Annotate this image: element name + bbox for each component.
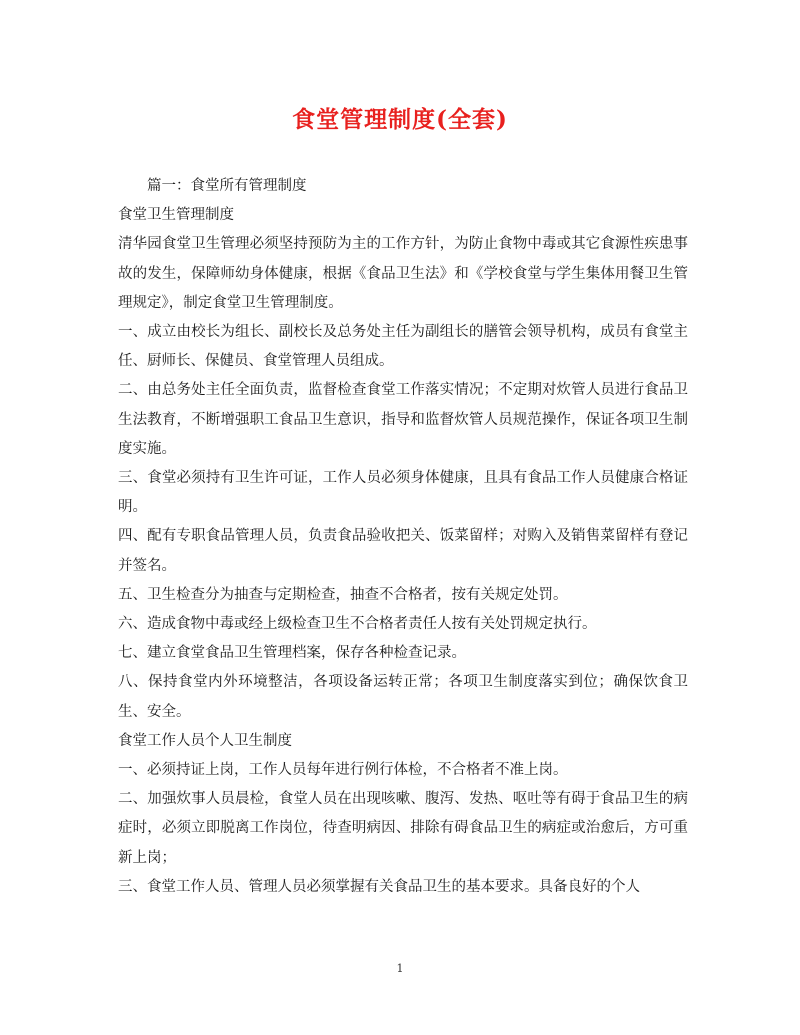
paragraph: 清华园食堂卫生管理必须坚持预防为主的工作方针，为防止食物中毒或其它食源性疾患事故的发生，保障师幼身体健康，根据《食品卫生法》和《学校食堂与学生集体用餐卫生管理规定》，制定食堂卫生管理制度。 [118, 236, 688, 311]
paragraph: 三、食堂必须持有卫生许可证，工作人员必须身体健康，且具有食品工作人员健康合格证明。 [118, 470, 688, 516]
paragraph: 五、卫生检查分为抽查与定期检查，抽查不合格者，按有关规定处罚。 [118, 586, 568, 603]
page-number: 1 [396, 962, 404, 975]
paragraph: 七、建立食堂食品卫生管理档案，保存各种检查记录。 [118, 645, 466, 662]
section-heading: 篇一：食堂所有管理制度 [147, 178, 307, 194]
paragraph: 一、成立由校长为组长、副校长及总务处主任为副组长的膳管会领导机构，成员有食堂主任、厨师长、保健员、食堂管理人员组成。 [118, 324, 688, 370]
paragraph: 二、由总务处主任全面负责，监督检查食堂工作落实情况；不定期对炊管人员进行食品卫生法教育，不断增强职工食品卫生意识，指导和监督炊管人员规范操作，保证各项卫生制度实施。 [118, 382, 688, 457]
paragraph: 三、食堂工作人员、管理人员必须掌握有关食品卫生的基本要求。具备良好的个人 [118, 878, 640, 895]
paragraph: 六、造成食物中毒或经上级检查卫生不合格者责任人按有关处罚规定执行。 [118, 616, 597, 633]
paragraph: 四、配有专职食品管理人员，负责食品验收把关、饭菜留样；对购入及销售菜留样有登记并签名。 [118, 528, 688, 574]
paragraph: 一、必须持证上岗，工作人员每年进行例行体检，不合格者不准上岗。 [118, 762, 568, 779]
paragraph: 八、保持食堂内外环境整洁，各项设备运转正常；各项卫生制度落实到位；确保饮食卫生、安全。 [118, 674, 688, 720]
paragraph: 二、加强炊事人员晨检，食堂人员在出现咳嗽、腹泻、发热、呕吐等有碍于食品卫生的病症时，必须立即脱离工作岗位，待查明病因、排除有碍食品卫生的病症或治愈后，方可重新上岗； [118, 791, 688, 866]
subsection-heading: 食堂卫生管理制度 [118, 207, 234, 224]
document-body [118, 172, 688, 902]
document-title: 食堂管理制度(全套) [292, 106, 508, 133]
subsection-heading: 食堂工作人员个人卫生制度 [118, 732, 292, 749]
